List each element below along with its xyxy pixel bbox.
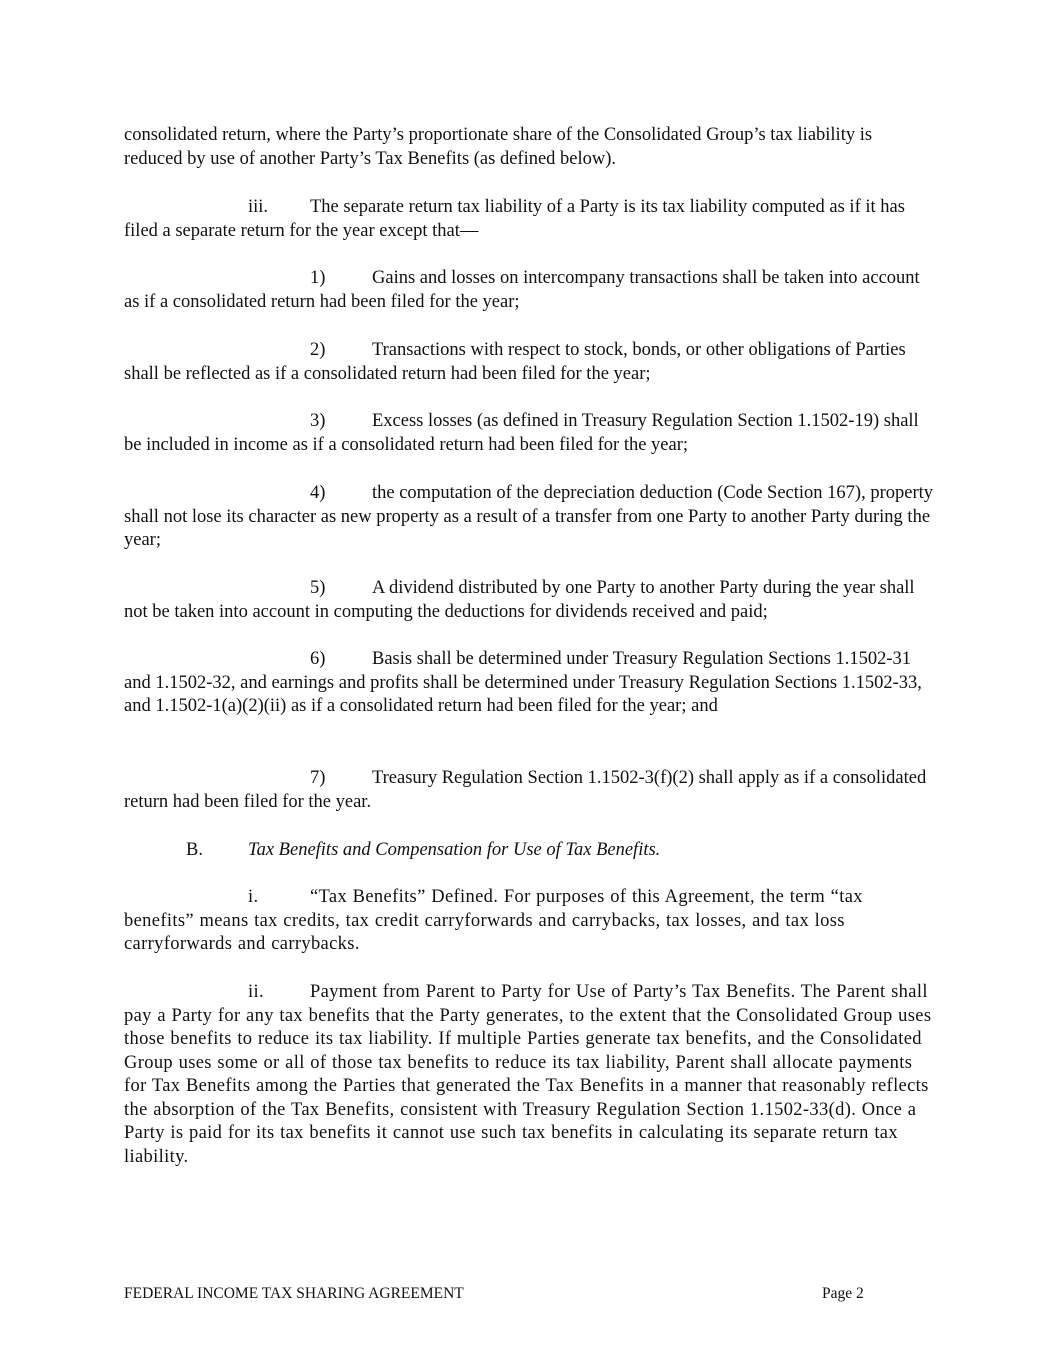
paragraph-number: 4)	[310, 483, 326, 503]
paragraph-continuation	[124, 124, 934, 171]
footer-title: FEDERAL INCOME TAX SHARING AGREEMENT	[124, 1285, 464, 1302]
paragraph-2	[124, 339, 934, 386]
paragraph-text: Gains and losses on intercompany transactions shall be taken into account as if a consolidated return had been filed for the year;	[124, 268, 920, 312]
paragraph-text: A dividend distributed by one Party to another Party during the year shall not be taken into account in computing the deductions for dividends received and paid;	[124, 578, 915, 622]
paragraph-i	[124, 886, 934, 957]
section-heading-b	[124, 839, 934, 863]
paragraph-text: Treasury Regulation Section 1.1502-3(f)(2) shall apply as if a consolidated return had been filed for the year.	[124, 768, 927, 812]
paragraph-number: i.	[248, 887, 259, 907]
paragraph-number: 1)	[310, 268, 326, 288]
paragraph-number: 6)	[310, 649, 326, 669]
paragraph-number: 2)	[310, 340, 326, 360]
paragraph-number: ii.	[248, 982, 264, 1002]
footer-page-number: Page 2	[822, 1285, 864, 1302]
paragraph-text: Transactions with respect to stock, bonds, or other obligations of Parties shall be reflected as if a consolidated return had been filed for the year;	[124, 340, 906, 384]
paragraph-text: Payment from Parent to Party for Use of Party’s Tax Benefits. The Parent shall pay a Party for any tax benefits that the Party generates, to the extent that the Consolidated Group uses those benefits to reduce its tax liability. If multiple Parties generate tax benefits, and the Consolidated Group uses some or all of those tax benefits to reduce its tax liability, Parent shall allocate payments for Tax Benefits among the Parties that generated the Tax Benefits in a manner that reasonably reflects the absorption of the Tax Benefits, consistent with Treasury Regulation Section 1.1502-33(d). Once a Party is paid for its tax benefits it cannot use such tax benefits in calculating its separate return tax liability.	[124, 982, 932, 1167]
section-letter: B.	[186, 840, 203, 860]
paragraph-number: 5)	[310, 578, 326, 598]
section-title: Tax Benefits and Compensation for Use of Tax Benefits.	[248, 840, 661, 860]
paragraph-text: Excess losses (as defined in Treasury Regulation Section 1.1502-19) shall be included in income as if a consolidated return had been filed for the year;	[124, 411, 919, 455]
paragraph-5	[124, 577, 934, 624]
paragraph-iii	[124, 196, 934, 243]
paragraph-number: iii.	[248, 197, 269, 217]
paragraph-text: “Tax Benefits” Defined. For purposes of this Agreement, the term “tax benefits” means tax credits, tax credit carryforwards and carrybacks, tax losses, and tax loss carryforwards and carrybacks.	[124, 887, 863, 954]
paragraph-number: 3)	[310, 411, 326, 431]
paragraph-4	[124, 482, 934, 553]
paragraph-number: 7)	[310, 768, 326, 788]
paragraph-text: The separate return tax liability of a Party is its tax liability computed as if it has filed a separate return for the year except that—	[124, 197, 905, 241]
paragraph-6	[124, 648, 934, 719]
paragraph-1	[124, 267, 934, 314]
paragraph-7	[124, 767, 934, 814]
paragraph-text: the computation of the depreciation deduction (Code Section 167), property shall not lose its character as new property as a result of a transfer from one Party to another Party during the year;	[124, 483, 934, 550]
paragraph-ii	[124, 981, 934, 1169]
paragraph-text: Basis shall be determined under Treasury Regulation Sections 1.1502-31 and 1.1502-32, and earnings and profits shall be determined under Treasury Regulation Sections 1.1502-33, and 1.1502-1(a)(2)(ii) as if a consolidated return had been filed for the year; and	[124, 649, 922, 716]
paragraph-3	[124, 410, 934, 457]
paragraph-text: consolidated return, where the Party’s proportionate share of the Consolidated Group’s tax liability is reduced by use of another Party’s Tax Benefits (as defined below).	[124, 125, 873, 169]
